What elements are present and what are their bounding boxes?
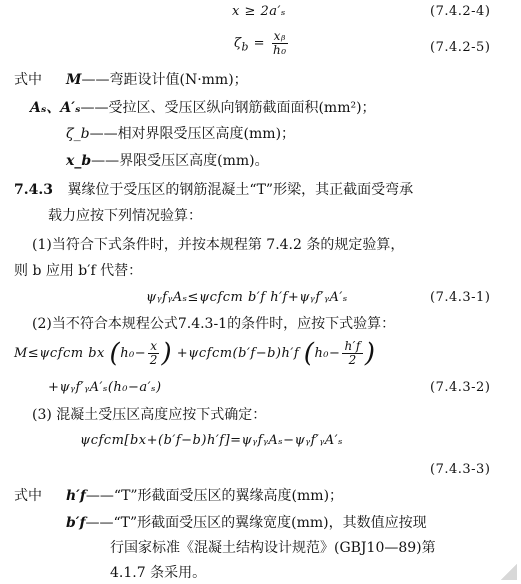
h0: h₀ bbox=[314, 346, 330, 361]
where-item bbox=[66, 124, 295, 144]
denominator: h₀ bbox=[272, 43, 287, 57]
where-item bbox=[66, 70, 248, 90]
formula-part: +ψcfcm(b′f−b)h′f bbox=[176, 346, 300, 361]
where-item-cont: 4.1.7 条采用。 bbox=[110, 565, 207, 581]
description: ——相对界限受压区高度(mm)； bbox=[89, 126, 296, 142]
equation-number: (7.4.3-3) bbox=[430, 462, 491, 477]
h0: h₀ bbox=[120, 346, 135, 361]
fraction bbox=[272, 30, 288, 57]
formula-7-4-3-1: ψᵧfᵧAₛ≤ψcfcm b′f h′f+ψᵧf′ᵧA′ₛ bbox=[146, 290, 348, 305]
case-2-text: (2)当不符合本规程公式7.4.3-1的条件时，应按下式验算： bbox=[32, 316, 396, 332]
equals-sign: = bbox=[253, 36, 266, 51]
where-item bbox=[66, 486, 343, 506]
symbol: x_b bbox=[66, 153, 92, 169]
where-item bbox=[30, 98, 376, 118]
page-curl-decoration bbox=[501, 564, 517, 580]
equation-number: (7.4.3-2) bbox=[430, 380, 491, 395]
formula-7-4-2-5 bbox=[234, 30, 290, 57]
denominator: 2 bbox=[348, 353, 357, 367]
description: ——界限受压区高度(mm)。 bbox=[91, 153, 269, 169]
fraction bbox=[148, 340, 159, 367]
denominator: 2 bbox=[149, 353, 158, 367]
where-item-cont: 行国家标准《混凝土结构设计规范》(GBJ10—89)第 bbox=[110, 540, 436, 556]
symbol: M bbox=[66, 72, 82, 88]
case-1-text-cont: 则 b 应用 b′f 代替： bbox=[14, 263, 143, 279]
section-number: 7.4.3 bbox=[14, 182, 53, 198]
section-text-cont: 载力应按下列情况验算： bbox=[48, 208, 202, 224]
equation-number: (7.4.2-5) bbox=[430, 40, 491, 55]
formula-7-4-3-3: ψcfcm[bx+(b′f−b)h′f]=ψᵧfᵧAₛ−ψᵧf′ᵧA′ₛ bbox=[80, 433, 343, 448]
symbol: Aₛ、A′ₛ bbox=[30, 100, 81, 116]
zeta-symbol: ζ bbox=[234, 36, 242, 51]
equation-number: (7.4.2-4) bbox=[430, 4, 491, 19]
numerator: x bbox=[150, 339, 158, 353]
formula-7-4-2-4: x ≥ 2a′ₛ bbox=[232, 4, 286, 19]
description: ——弯距设计值(N·mm)； bbox=[81, 72, 248, 88]
close-paren: ) bbox=[364, 338, 376, 369]
numerator: h′f bbox=[344, 339, 361, 353]
zeta-subscript: b bbox=[241, 40, 249, 54]
formula-part: M≤ψcfcm bx bbox=[14, 346, 105, 361]
where-label: 式中 bbox=[14, 488, 42, 504]
formula-7-4-3-2-cont: +ψᵧf′ᵧA′ₛ(h₀−a′ₛ) bbox=[48, 380, 162, 395]
open-paren: ( bbox=[303, 338, 315, 369]
equation-number: (7.4.3-1) bbox=[430, 290, 491, 305]
symbol: ζ_b bbox=[66, 126, 90, 142]
where-item bbox=[66, 151, 269, 171]
case-1-text: (1)当符合下式条件时，并按本规程第 7.4.2 条的规定验算， bbox=[32, 237, 405, 253]
description: ——受拉区、受压区纵向钢筋截面面积(mm²)； bbox=[80, 100, 376, 116]
fraction bbox=[342, 340, 362, 367]
description: ——“T”形截面受压区的翼缘高度(mm)； bbox=[85, 488, 344, 504]
open-paren: ( bbox=[109, 338, 121, 369]
symbol: b′f bbox=[66, 515, 86, 531]
section-text: 翼缘位于受压区的钢筋混凝土“T”形梁，其正截面受弯承 bbox=[67, 182, 414, 198]
close-paren: ) bbox=[161, 338, 173, 369]
numerator: xᵦ bbox=[273, 29, 286, 43]
symbol: h′f bbox=[66, 488, 86, 504]
section-7-4-3 bbox=[14, 180, 413, 200]
where-label: 式中 bbox=[14, 72, 42, 88]
description: ——“T”形截面受压区的翼缘宽度(mm)，其数值应按现 bbox=[85, 515, 427, 531]
where-item bbox=[66, 513, 427, 533]
case-3-text: (3) 混凝土受压区高度应按下式确定： bbox=[32, 407, 267, 423]
formula-7-4-3-2: M≤ψcfcm bx (h₀− $\frac{x}{2}$ ) +ψcfcm(b′f−b)h′f (h₀− $\frac{h'f}{2}$ ) bbox=[14, 338, 376, 369]
